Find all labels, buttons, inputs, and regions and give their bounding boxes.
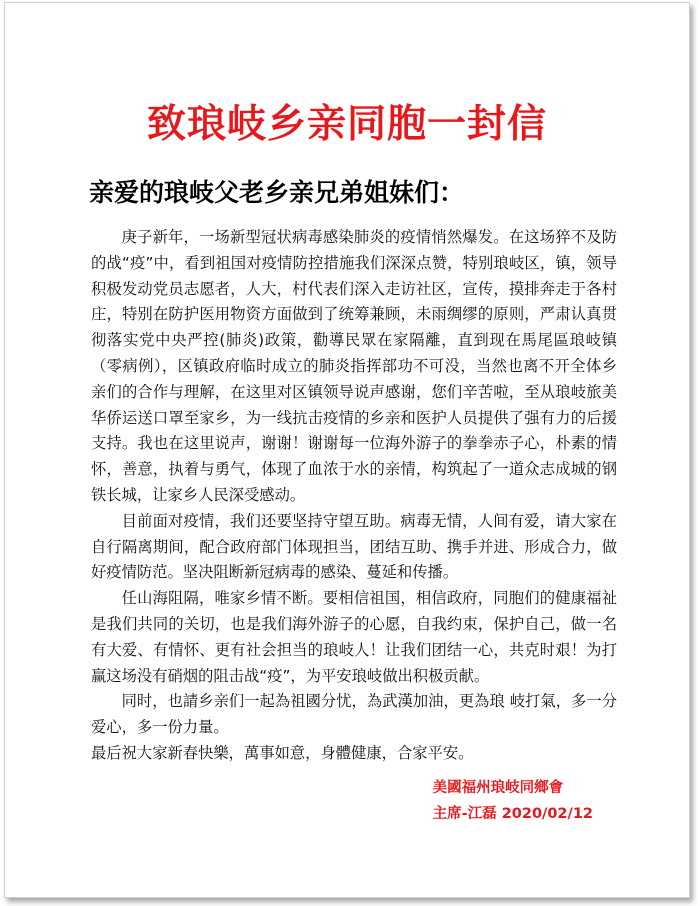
paragraph-mutual-aid: 目前面对疫情，我们还要坚持守望互助。病毒无情，人间有爱，请大家在自行隔离期间，配合政府部门体现担当，团结互助、携手并进、形成合力，做好疫情防范。坚决阻断新冠病毒的感染、蔓延和传播。 — [91, 511, 617, 582]
signature-author-date: 主席-江磊 2020/02/12 — [432, 806, 593, 822]
closing-wish: 最后祝大家新春快樂，萬事如意，身體健康，合家平安。 — [91, 743, 474, 762]
paragraph-hometown-bond: 任山海阻隔，唯家乡情不断。要相信祖国，相信政府，同胞们的健康福祉是我们共同的关切，也是我们海外游子的心愿，自我约束，保护自己，做一名有大爱、有情怀、更有社会担当的琅岐人！让我们团结一心，共克时艰！为打赢这场没有硝烟的阻击战“疫”，为平安琅岐做出积极贡献。 — [91, 589, 617, 685]
paragraph-gratitude: 庚子新年，一场新型冠状病毒感染肺炎的疫情悄然爆发。在这场猝不及防的战“疫”中，看到祖国对疫情防控措施我们深深点赞，特别琅岐区，镇，领导积极发动党员志愿者，人大，村代表们深入走访社区，宣传，摸排奔走于各村庄，特别在防护医用物资方面做到了统筹兼顾，未雨绸缪的原则，严肃认真贯彻落实党中央严控(肺炎)政策，勸導民眾在家隔離，直到现在馬尾區琅岐镇（零病例），区镇政府临时成立的肺炎指挥部功不可没，当然也离不开全体乡亲们的合作与理解，在这里对区镇领导说声感谢，您们辛苦啦，至从琅岐旅美华侨运送口罩至家乡，为一线抗击疫情的乡亲和医护人员提供了强有力的后援支持。我也在这里说声，谢谢！谢谢每一位海外游子的拳拳赤子心，朴素的情怀，善意，执着与勇气，体现了血浓于水的亲情，构筑起了一道众志成城的钢铁长城，让家乡人民深受感动。 — [91, 228, 617, 504]
paragraph-support-call: 同时，也請乡亲们一起為祖國分忧，為武漢加油，更為琅 岐打氣，多一分爱心，多一份力量。 — [91, 692, 617, 737]
salutation: 亲爱的琅岐父老乡亲兄弟姐妹们： — [89, 178, 465, 207]
signature-organization: 美國福州琅岐同鄉會 — [432, 780, 564, 796]
signature-block — [433, 775, 593, 827]
letter-page — [4, 2, 690, 898]
letter-body — [91, 225, 617, 767]
letter-title: 致琅岐乡亲同胞一封信 — [146, 102, 547, 147]
